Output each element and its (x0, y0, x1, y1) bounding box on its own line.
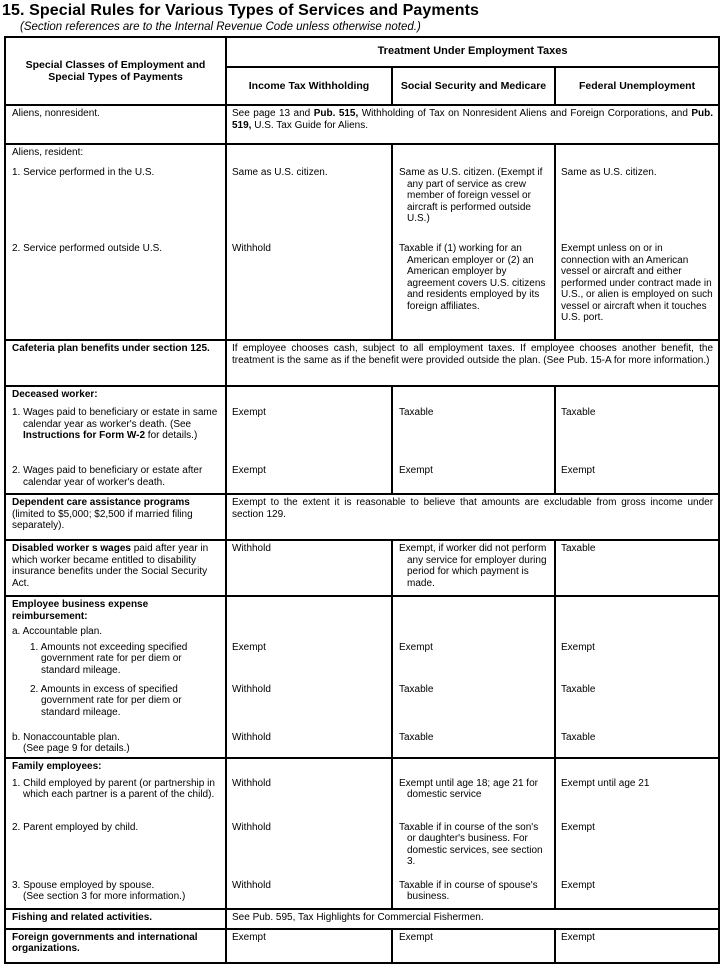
treatment-cell: Exempt (561, 821, 595, 833)
treatment-cell (555, 758, 719, 776)
table-row-aliens-resident (5, 144, 719, 165)
table-row-deceased-worker (5, 386, 719, 405)
treatment-cell: Withhold (226, 730, 392, 758)
row-label: Aliens, resident: (5, 144, 226, 165)
row-label: 2. Parent employed by child. (5, 820, 226, 878)
row-label: Aliens, nonresident. (5, 105, 226, 144)
table-row-family-employees (5, 820, 719, 878)
treatment-cell: Exempt (561, 465, 595, 476)
table-body (5, 105, 719, 963)
treatment-cell: Exempt (392, 929, 555, 963)
header-social-security-medicare: Social Security and Medicare (392, 67, 555, 105)
table-row-employee-business-expense (5, 624, 719, 640)
row-label: Employee business expense reimbursement: (5, 596, 226, 624)
treatment-cell: Taxable (561, 407, 596, 418)
row-label: 1. Child employed by parent (or partnership in which each partner is a parent of the child). (5, 776, 226, 820)
treatment-cell (392, 758, 555, 776)
row-label: a. Accountable plan. (5, 624, 226, 640)
treatment-cell: Taxable (561, 683, 596, 695)
row-label: 3. Spouse employed by spouse. (See section 3 for more information.) (5, 878, 226, 909)
treatment-cell (555, 596, 719, 624)
treatment-cell: Withhold (226, 682, 392, 730)
treatment-span-cell: See page 13 and Pub. 515, Withholding of Tax on Nonresident Aliens and Foreign Corporations, and Pub. 519, U.S. Tax Guide for Aliens. (226, 105, 719, 144)
header-income-tax-withholding: Income Tax Withholding (226, 67, 392, 105)
table-row-family-employees (5, 776, 719, 820)
row-label: b. Nonaccountable plan. (See page 9 for details.) (5, 730, 226, 758)
row-label: Fishing and related activities. (5, 909, 226, 929)
table-row-employee-business-expense (5, 596, 719, 624)
treatment-cell: Same as U.S. citizen. (226, 165, 392, 241)
treatment-cell (555, 386, 719, 405)
treatment-cell: Exempt (226, 640, 392, 682)
treatment-cell (226, 758, 392, 776)
treatment-cell: Exempt (561, 641, 595, 653)
treatment-cell (392, 144, 555, 165)
treatment-cell: Taxable if in course of spouse's business. (392, 878, 555, 909)
row-label: 1. Service performed in the U.S. (5, 165, 226, 241)
header-federal-unemployment: Federal Unemployment (555, 67, 719, 105)
treatment-cell: Exempt (226, 405, 392, 463)
header-special-classes: Special Classes of Employment and Special Types of Payments (5, 37, 226, 105)
row-label: Cafeteria plan benefits under section 125. (5, 340, 226, 386)
special-rules-table (4, 36, 720, 964)
treatment-cell (226, 596, 392, 624)
row-label: 2. Wages paid to beneficiary or estate after calendar year of worker's death. (5, 463, 226, 494)
treatment-cell: Exempt (555, 929, 719, 963)
treatment-cell: Taxable if in course of the son's or daughter's business. For domestic services, see section 3. (392, 820, 555, 878)
treatment-cell: Same as U.S. citizen. (561, 167, 657, 178)
treatment-cell: Taxable (392, 730, 555, 758)
table-row-dependent-care (5, 494, 719, 540)
treatment-cell: Withhold (226, 878, 392, 909)
table-row-foreign-governments (5, 929, 719, 963)
treatment-span-cell: See Pub. 595, Tax Highlights for Commercial Fishermen. (226, 909, 719, 929)
treatment-cell (555, 144, 719, 165)
treatment-cell (392, 386, 555, 405)
table-row-disabled-worker (5, 540, 719, 596)
treatment-cell: Exempt (561, 879, 595, 891)
treatment-span-cell: If employee chooses cash, subject to all employment taxes. If employee chooses another benefit, the treatment is the same as if the benefit were provided outside the plan. (See Pub. 15-A for more information.) (226, 340, 719, 386)
table-row-employee-business-expense (5, 682, 719, 730)
table-row-aliens-resident (5, 165, 719, 241)
treatment-cell: Withhold (226, 776, 392, 820)
page-title: 15. Special Rules for Various Types of Services and Payments (2, 2, 480, 19)
table-row-employee-business-expense (5, 730, 719, 758)
treatment-cell (392, 624, 555, 640)
treatment-cell (226, 386, 392, 405)
table-row-deceased-worker (5, 405, 719, 463)
treatment-cell: Exempt (392, 463, 555, 494)
treatment-cell: Taxable (555, 540, 719, 596)
table-row-family-employees (5, 878, 719, 909)
table-row-employee-business-expense (5, 640, 719, 682)
treatment-cell: Exempt (392, 640, 555, 682)
table-row-deceased-worker (5, 463, 719, 494)
row-label: 1. Amounts not exceeding specified government rate for per diem or standard mileage. (5, 640, 226, 682)
treatment-cell: Same as U.S. citizen. (Exempt if any part of service as crew member of foreign vessel or aircraft is performed outside U.S.) (392, 165, 555, 241)
page-subtitle: (Section references are to the Internal Revenue Code unless otherwise noted.) (20, 21, 421, 33)
row-label: Foreign governments and international organizations. (5, 929, 226, 963)
table-row-family-employees (5, 758, 719, 776)
table-row-fishing (5, 909, 719, 929)
treatment-cell: Exempt until age 21 (561, 777, 650, 789)
treatment-cell: Exempt until age 18; age 21 for domestic service (392, 776, 555, 820)
table-row-aliens-resident (5, 241, 719, 340)
treatment-span-cell: Exempt to the extent it is reasonable to believe that amounts are excludable from gross income under section 129. (226, 494, 719, 540)
table-row-aliens-nonresident (5, 105, 719, 144)
table-row-cafeteria-plan (5, 340, 719, 386)
treatment-cell (392, 596, 555, 624)
treatment-cell: Exempt, if worker did not perform any service for employer during period for which payment is made. (392, 540, 555, 596)
treatment-cell: Withhold (226, 820, 392, 878)
header-treatment-span: Treatment Under Employment Taxes (226, 37, 719, 67)
row-label: Dependent care assistance programs (limited to $5,000; $2,500 if married filing separately). (5, 494, 226, 540)
treatment-cell (226, 624, 392, 640)
treatment-cell: Taxable if (1) working for an American employer or (2) an American employer by agreement covers U.S. citizens and residents employed by its foreign affiliates. (392, 241, 555, 340)
treatment-cell: Withhold (226, 241, 392, 340)
treatment-cell: Exempt (226, 463, 392, 494)
row-label: 2. Service performed outside U.S. (5, 241, 226, 340)
row-label: 1. Wages paid to beneficiary or estate in same calendar year as worker's death. (See Instructions for Form W-2 for details.) (5, 405, 226, 463)
treatment-cell: Withhold (226, 540, 392, 596)
row-label: 2. Amounts in excess of specified government rate for per diem or standard mileage. (5, 682, 226, 730)
row-label: Deceased worker: (5, 386, 226, 405)
treatment-cell: Taxable (392, 405, 555, 463)
table-header (5, 37, 719, 105)
row-label: Disabled worker s wages paid after year in which worker became entitled to disability insurance benefits under the Social Security Act. (5, 540, 226, 596)
treatment-cell (226, 144, 392, 165)
treatment-cell: Taxable (561, 731, 596, 743)
row-label: Family employees: (5, 758, 226, 776)
treatment-cell: Taxable (392, 682, 555, 730)
treatment-cell: Exempt unless on or in connection with an American vessel or aircraft and either performed under contract made in U.S., or alien is employed on such vessel or aircraft when it touches U.S. port. (561, 243, 713, 323)
treatment-cell: Exempt (226, 929, 392, 963)
treatment-cell (555, 624, 719, 640)
